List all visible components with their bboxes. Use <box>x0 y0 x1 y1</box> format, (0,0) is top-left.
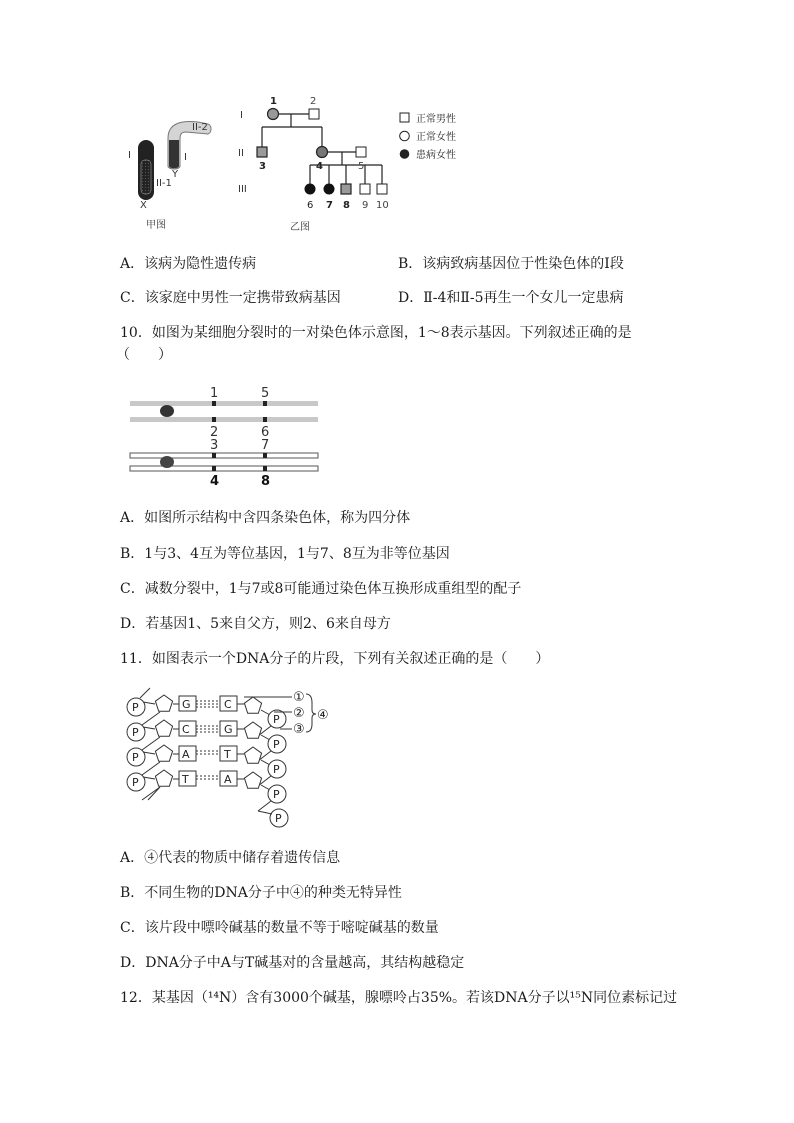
individual-1 <box>268 109 279 120</box>
label-x: X <box>140 200 147 211</box>
individual-9 <box>360 184 370 194</box>
q11-option-b: B．不同生物的DNA分子中④的种类无特异性 <box>120 885 402 901</box>
phosphate-left-label-1: P <box>132 701 139 714</box>
gene-label-5: 5 <box>261 386 270 401</box>
gen-label-iii: III <box>238 184 247 195</box>
legend-label-male-normal: 正常男性 <box>416 114 456 125</box>
q12-stem: 12．某基因（¹⁴N）含有3000个碱基，腺嘌呤占35%。若该DNA分子以¹⁵N同位素标记过 <box>120 990 678 1006</box>
q11-option-c: C．该片段中嘌呤碱基的数量不等于嘧啶碱基的数量 <box>120 920 439 936</box>
ind-num-6: 6 <box>307 200 314 211</box>
marker-2: ② <box>293 706 305 721</box>
chromatid-1 <box>130 401 318 406</box>
base-right-label-2: G <box>224 723 233 736</box>
individual-8 <box>341 184 351 194</box>
gene-label-3: 3 <box>210 438 219 453</box>
caption-yi: 乙图 <box>290 222 310 233</box>
gen-label-ii: II <box>238 148 244 159</box>
gene-label-2: 2 <box>210 425 219 440</box>
ind-num-1: 1 <box>270 96 277 107</box>
q11-option-a: A．④代表的物质中储存着遗传信息 <box>120 850 341 866</box>
figure-jia <box>120 108 230 233</box>
phosphate-right-label-2: P <box>273 738 280 751</box>
figure-yi-pedigree <box>232 92 407 237</box>
sugar-left-3 <box>155 745 172 761</box>
q9-option-a: A．该病为隐性遗传病 <box>120 256 257 272</box>
caption-jia: 甲图 <box>146 220 166 231</box>
marker-4: ④ <box>317 708 329 723</box>
phosphate-right-label-5: P <box>275 812 282 825</box>
ind-num-4: 4 <box>316 161 323 172</box>
ind-num-3: 3 <box>259 161 266 172</box>
gen-label-i: I <box>240 110 243 121</box>
chromatid-2 <box>130 417 318 422</box>
base-right-label-1: C <box>224 698 232 711</box>
q9-option-b: B．该病致病基因位于性染色体的Ⅰ段 <box>398 256 624 272</box>
gene-label-4: 4 <box>210 474 220 488</box>
individual-7 <box>324 184 335 195</box>
marker-1: ① <box>293 690 305 705</box>
figure-dna-fragment <box>124 686 340 834</box>
sugar-right-2 <box>244 722 261 738</box>
ind-num-7: 7 <box>326 200 333 211</box>
q11-stem: 11．如图表示一个DNA分子的片段，下列有关叙述正确的是（ ） <box>120 651 550 667</box>
individual-4 <box>317 147 328 158</box>
label-y: Y <box>172 169 179 180</box>
sugar-right-4 <box>244 772 261 788</box>
phosphate-right-label-3: P <box>273 763 280 776</box>
base-left-label-4: T <box>182 773 189 786</box>
q10-option-b: B．1与3、4互为等位基因，1与7、8互为非等位基因 <box>120 546 450 562</box>
base-left-label-1: G <box>182 698 191 711</box>
legend-female-normal-icon <box>400 131 410 141</box>
gene-label-6: 6 <box>261 425 270 440</box>
x-chromosome <box>138 140 154 200</box>
label-seg-i-right: I <box>184 152 187 163</box>
legend-label-female-normal: 正常女性 <box>416 132 456 143</box>
base-left-label-3: A <box>182 748 190 761</box>
q10-paren: （ ） <box>116 347 172 363</box>
ind-num-8: 8 <box>343 200 350 211</box>
q9-option-d: D．Ⅱ-4和Ⅱ-5再生一个女儿一定患病 <box>398 290 624 306</box>
q10-option-c: C．减数分裂中，1与7或8可能通过染色体互换形成重组型的配子 <box>120 581 522 597</box>
legend-label-female-affected: 患病女性 <box>416 150 456 161</box>
individual-6 <box>305 184 316 195</box>
pedigree-legend <box>396 108 486 168</box>
label-ii1: II-1 <box>156 178 172 189</box>
ind-num-2: 2 <box>310 96 317 107</box>
q10-option-a: A．如图所示结构中含四条染色体，称为四分体 <box>120 510 411 526</box>
legend-female-affected-icon <box>400 149 410 159</box>
sugar-left-2 <box>155 720 172 736</box>
figure-chromosome-pair <box>126 384 322 488</box>
individual-5 <box>356 147 366 157</box>
sugar-left-1 <box>155 695 172 711</box>
gene-label-8: 8 <box>261 474 271 488</box>
sugar-right-1 <box>244 697 261 713</box>
gene-label-7: 7 <box>261 438 270 453</box>
phosphate-left-label-3: P <box>132 751 139 764</box>
ind-num-5: 5 <box>358 161 365 172</box>
legend-male-normal-icon <box>400 113 409 122</box>
phosphate-right-label-1: P <box>273 713 280 726</box>
base-left-label-2: C <box>182 723 190 736</box>
chromatid-4 <box>130 466 318 471</box>
phosphate-left-label-2: P <box>132 726 139 739</box>
gene-label-1: 1 <box>210 386 219 401</box>
marker-3: ③ <box>293 722 305 737</box>
chromatid-3 <box>130 453 318 458</box>
label-seg-ii2: II-2 <box>192 122 208 133</box>
q9-option-c: C．该家庭中男性一定携带致病基因 <box>120 290 341 306</box>
sugar-left-4 <box>155 770 172 786</box>
q10-stem: 10．如图为某细胞分裂时的一对染色体示意图，1～8表示基因。下列叙述正确的是 <box>120 325 632 341</box>
individual-2 <box>309 109 319 119</box>
phosphate-right-label-4: P <box>273 788 280 801</box>
individual-3 <box>257 147 267 157</box>
q11-option-d: D．DNA分子中A与T碱基对的含量越高，其结构越稳定 <box>120 955 465 971</box>
base-right-label-3: T <box>224 748 231 761</box>
ind-num-9: 9 <box>362 200 369 211</box>
phosphate-left-label-4: P <box>132 776 139 789</box>
centromere-upper <box>160 405 174 417</box>
centromere-lower <box>160 456 174 468</box>
base-right-label-4: A <box>224 773 232 786</box>
label-seg-i-left: I <box>128 150 131 161</box>
sugar-right-3 <box>244 747 261 763</box>
q10-option-d: D．若基因1、5来自父方，则2、6来自母方 <box>120 616 391 632</box>
ind-num-10: 10 <box>376 200 389 211</box>
individual-10 <box>377 184 387 194</box>
